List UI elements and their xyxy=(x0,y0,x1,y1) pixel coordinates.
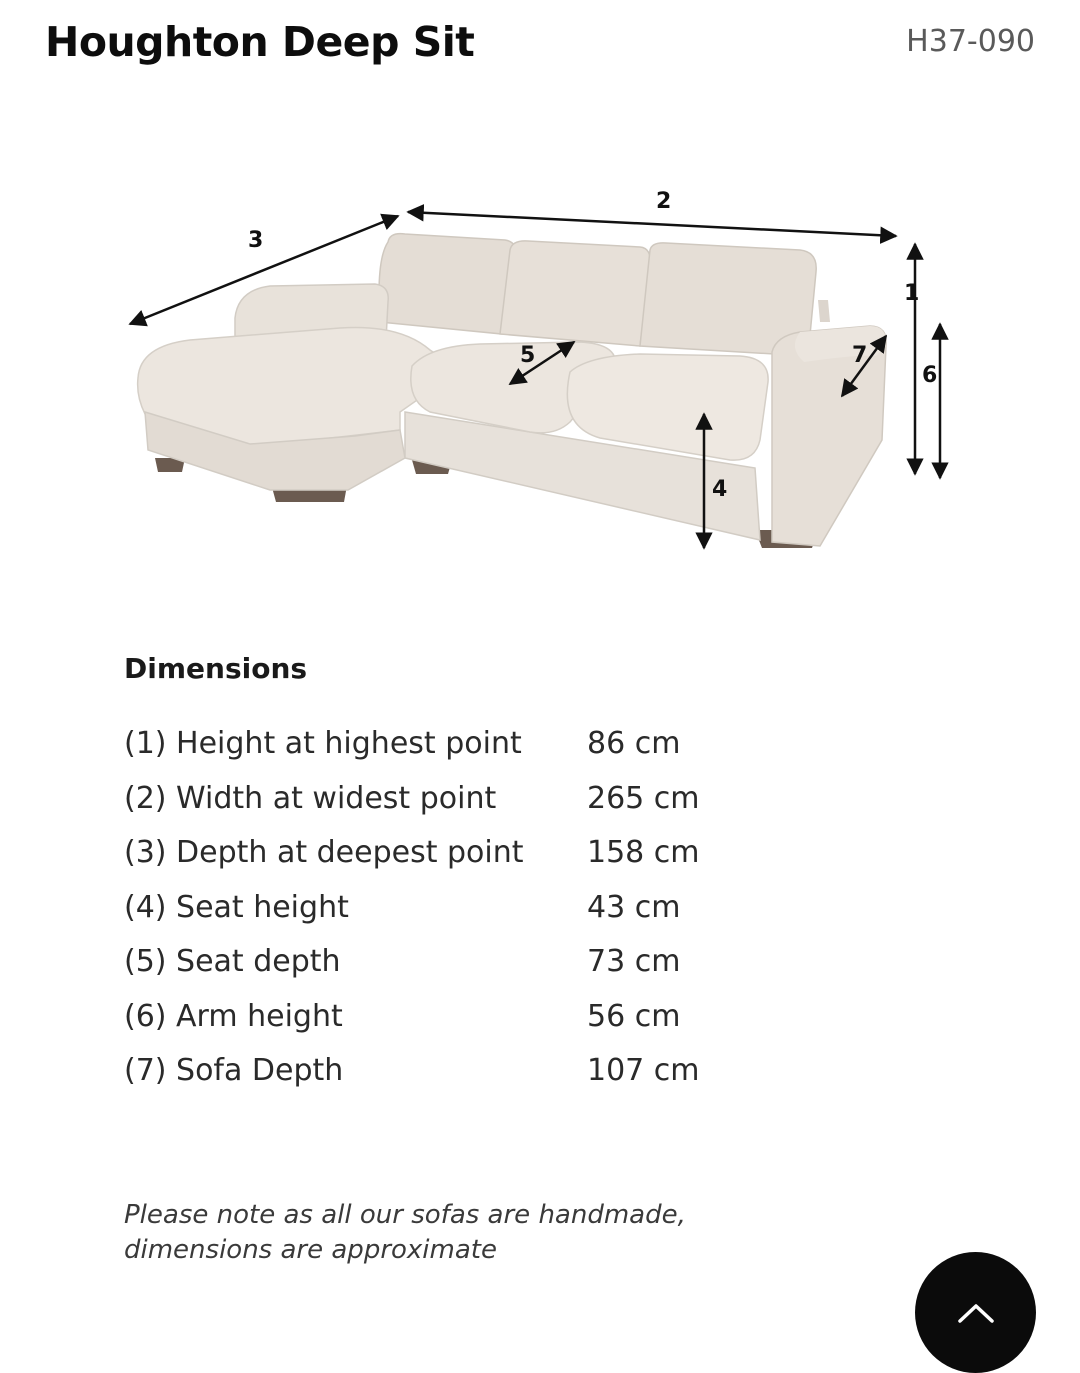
product-code: H37-090 xyxy=(906,24,1035,59)
marker-7: 7 xyxy=(852,343,868,368)
marker-6: 6 xyxy=(922,363,938,388)
dimension-row xyxy=(124,829,824,884)
dimension-value: 158 cm xyxy=(587,835,700,870)
dimension-label: (5) Seat depth xyxy=(124,944,341,979)
note-line-1: Please note as all our sofas are handmade, xyxy=(124,1200,686,1230)
sofa-illustration xyxy=(100,150,1020,590)
scroll-to-top-button[interactable] xyxy=(915,1252,1036,1373)
dimension-row xyxy=(124,938,824,993)
marker-5: 5 xyxy=(520,343,536,368)
dimensions-table xyxy=(124,720,824,1102)
dimension-value: 56 cm xyxy=(587,998,681,1034)
dimension-value: 43 cm xyxy=(587,889,681,925)
marker-3: 3 xyxy=(248,228,264,253)
dimension-row xyxy=(124,1047,824,1102)
dimension-label: (6) Arm height xyxy=(124,998,343,1034)
chevron-up-icon xyxy=(956,1301,996,1325)
dimensions-heading: Dimensions xyxy=(124,652,308,685)
dimension-value: 265 cm xyxy=(587,780,700,816)
marker-4: 4 xyxy=(712,477,728,502)
note-line-2: dimensions are approximate xyxy=(124,1235,497,1265)
dimension-row xyxy=(124,884,824,939)
dimension-value: 86 cm xyxy=(587,726,681,761)
handmade-note xyxy=(124,1198,824,1268)
dimension-label: (2) Width at widest point xyxy=(124,780,497,816)
marker-1: 1 xyxy=(904,281,920,306)
dimension-row xyxy=(124,993,824,1048)
sofa-dimension-diagram xyxy=(100,150,1020,590)
marker-2: 2 xyxy=(656,189,672,214)
page-header xyxy=(0,0,1080,90)
dimension-value: 73 cm xyxy=(587,944,681,979)
product-title: Houghton Deep Sit xyxy=(45,18,475,66)
dimension-value: 107 cm xyxy=(587,1053,700,1088)
dimension-label: (7) Sofa Depth xyxy=(124,1053,344,1088)
dimension-label: (1) Height at highest point xyxy=(124,726,522,761)
dimension-row xyxy=(124,720,824,775)
dimension-label: (4) Seat height xyxy=(124,889,349,925)
dimension-row xyxy=(124,775,824,830)
dimension-label: (3) Depth at deepest point xyxy=(124,835,524,870)
